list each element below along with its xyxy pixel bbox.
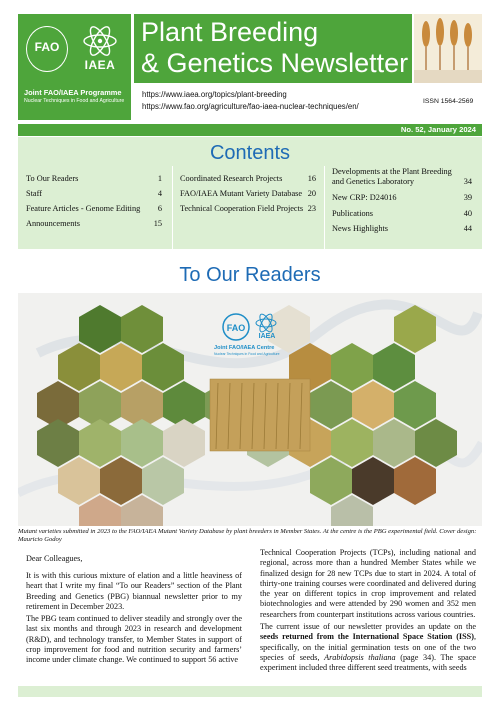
- programme-name: Joint FAO/IAEA Programme: [24, 88, 122, 97]
- contents-heading: Contents: [209, 142, 291, 164]
- iaea-logo-text: IAEA: [84, 58, 116, 72]
- toc-item-readers[interactable]: To Our Readers: [26, 174, 79, 183]
- mutant-varieties-collage: [18, 293, 482, 526]
- toc-item-new-crp[interactable]: New CRP: D24016: [332, 193, 397, 202]
- body-paragraph-4: [260, 622, 476, 673]
- body-paragraph-4-italic: Arabidopsis thaliana: [324, 652, 396, 662]
- wheat-ears-image: [414, 14, 482, 83]
- body-paragraph-2: The PBG team continued to deliver steadily and strongly over the last six months and through 2023 in research and development (R&D), and technology transfer, to Member States in support of crop improvement for food and nutrition security and farmers’ income under climate change. We continued to support 56 active: [26, 614, 242, 665]
- issue-bar: [18, 124, 482, 136]
- toc-item-laboratory-line2[interactable]: and Genetics Laboratory: [332, 177, 415, 186]
- iaea-url-link[interactable]: https://www.iaea.org/topics/plant-breeding: [142, 90, 287, 99]
- photo-centre-subtitle: Nuclear Techniques in Food and Agriculture: [214, 352, 280, 356]
- salutation: Dear Colleagues,: [26, 554, 83, 563]
- toc-item-announcements[interactable]: Announcements: [26, 219, 80, 228]
- toc-page: 16: [307, 174, 316, 183]
- footer-bar: [18, 686, 482, 697]
- toc-page: 1: [157, 174, 162, 183]
- fao-url-link[interactable]: https://www.fao.org/agriculture/fao-iaea-nuclear-techniques/en/: [142, 102, 359, 111]
- toc-item-crp[interactable]: Coordinated Research Projects: [180, 174, 283, 183]
- header-logo-panel: [18, 14, 131, 120]
- toc-item-laboratory[interactable]: Developments at the Plant Breeding: [332, 167, 452, 176]
- programme-subtitle: Nuclear Techniques in Food and Agriculture: [24, 98, 125, 104]
- body-paragraph-4-text: (page 34). The space experiment included three different seed treatments, with seeds: [260, 652, 476, 673]
- toc-page: 40: [463, 209, 472, 218]
- hexagon-collage-image: [18, 293, 482, 526]
- body-paragraph-4-bold: seeds returned from the International Space Station (ISS): [260, 632, 474, 642]
- issue-number: No. 52, January 2024: [400, 125, 476, 134]
- photo-caption: Mutant varieties submitted in 2023 to the FAO/IAEA Mutant Variety Database by plant breeders in Member States. At the centre is the PBG experimental field. Cover design: Mauricio Godoy: [18, 528, 477, 544]
- body-paragraph-4-text: , specifically, on the initial germination tests on one of the two species of seeds,: [260, 632, 476, 662]
- contents-divider: [324, 166, 325, 249]
- toc-page: 44: [463, 224, 472, 233]
- photo-centre-label: Joint FAO/IAEA Centre: [214, 345, 275, 351]
- toc-item-tc-projects[interactable]: Technical Cooperation Field Projects: [180, 204, 304, 213]
- newsletter-title-line1: Plant Breeding: [141, 17, 319, 47]
- iaea-atom-icon: [78, 26, 122, 56]
- toc-item-staff[interactable]: Staff: [26, 189, 42, 198]
- fao-logo: [26, 26, 68, 72]
- toc-page: 20: [307, 189, 316, 198]
- toc-item-news[interactable]: News Highlights: [332, 224, 389, 233]
- body-paragraph-1: It is with this curious mixture of elation and a little heaviness of heart that I write my final “To our Readers” section of the Plant Breeding and Genetics (PBG) biannual newsletter prior to my retirement in December 2023.: [26, 571, 242, 611]
- toc-page: 23: [307, 204, 316, 213]
- toc-item-mutant-database[interactable]: FAO/IAEA Mutant Variety Database: [180, 189, 303, 198]
- toc-page: 39: [463, 193, 472, 202]
- wheat-ears-icon: [414, 14, 482, 83]
- toc-page: 34: [463, 177, 472, 186]
- newsletter-title-line2: & Genetics Newsletter: [141, 48, 409, 78]
- newsletter-title-panel: [134, 14, 412, 83]
- body-paragraph-4-text: The current issue of our newsletter provides an update on the: [260, 622, 476, 631]
- contents-divider: [172, 166, 173, 249]
- toc-page: 15: [153, 219, 162, 228]
- fao-logo-text: FAO: [34, 40, 60, 54]
- toc-item-feature-articles[interactable]: Feature Articles - Genome Editing: [26, 204, 141, 213]
- photo-iaea-label: IAEA: [258, 333, 276, 340]
- readers-heading: To Our Readers: [179, 264, 321, 286]
- issn-number: ISSN 1564-2569: [423, 98, 474, 105]
- toc-page: 6: [157, 204, 162, 213]
- svg-text:FAO: FAO: [226, 323, 246, 333]
- body-paragraph-3: Technical Cooperation Projects (TCPs), including national and regional, across more than a hundred Member States while we finalized design for 28 new TCPs due to start in 2024. A total of thirty-one training courses were coordinated and delivered during the year on different topics in crop improvement and related biotechnologies and were attended by 290 women and 352 men researchers from counterpart institutions across various countries.: [260, 548, 476, 619]
- toc-page: 4: [157, 189, 162, 198]
- toc-item-publications[interactable]: Publications: [332, 209, 374, 218]
